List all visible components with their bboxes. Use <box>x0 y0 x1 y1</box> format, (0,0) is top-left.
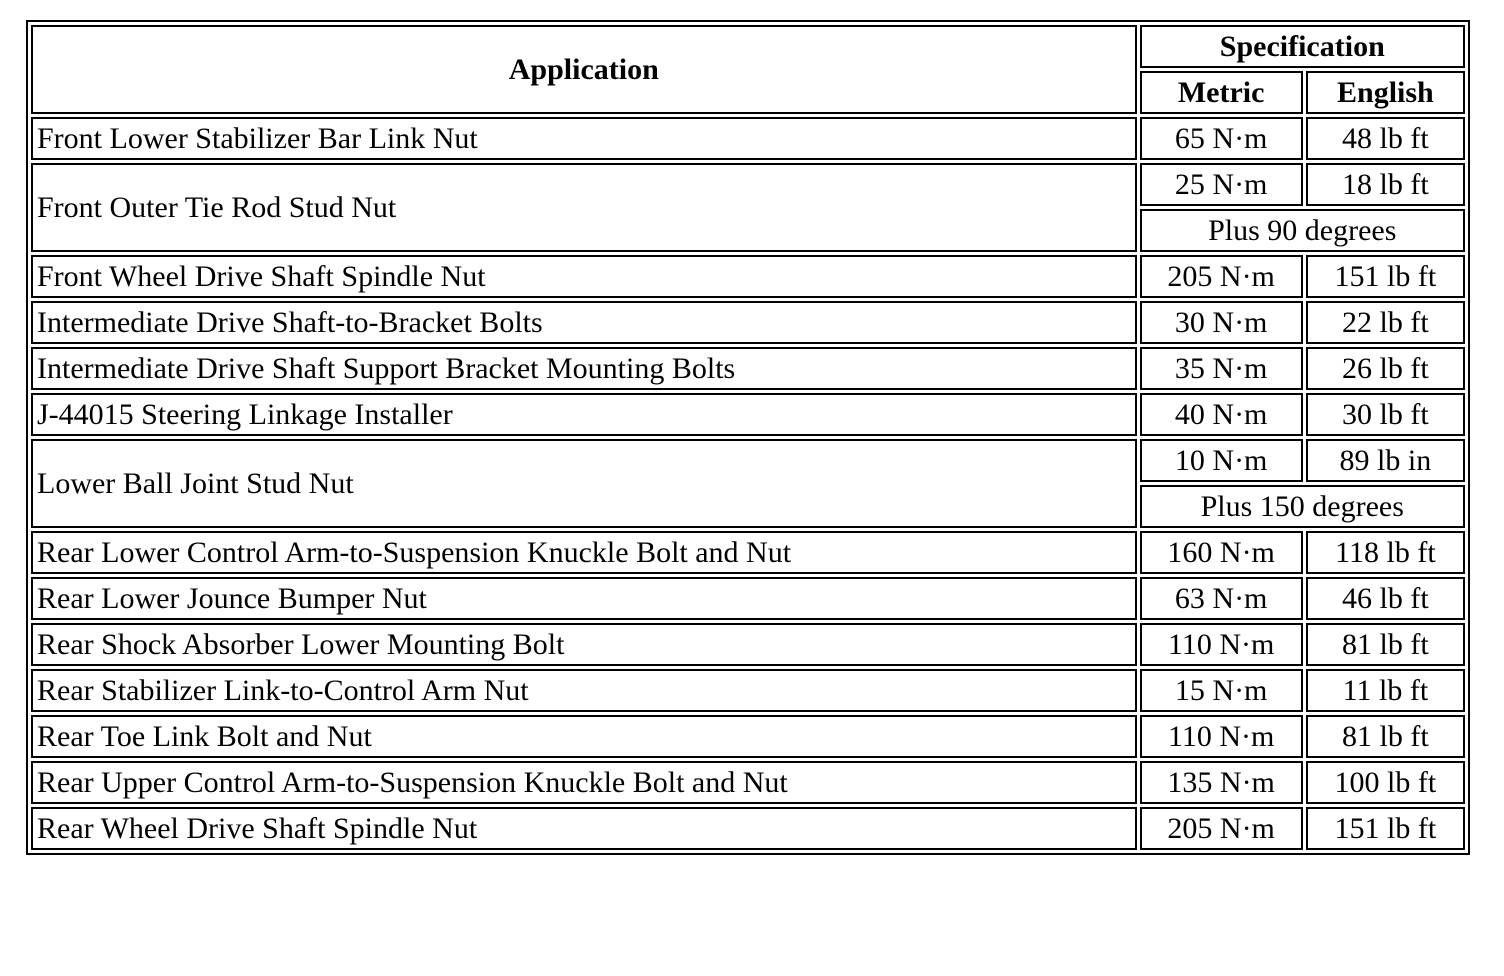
metric-cell: 25 N·m <box>1140 163 1303 206</box>
english-cell: 22 lb ft <box>1306 301 1465 344</box>
metric-cell: 40 N·m <box>1140 393 1303 436</box>
application-cell: Intermediate Drive Shaft Support Bracket Mounting Bolts <box>31 347 1137 390</box>
header-english: English <box>1306 71 1465 114</box>
application-cell: Rear Wheel Drive Shaft Spindle Nut <box>31 807 1137 850</box>
metric-cell: 205 N·m <box>1140 807 1303 850</box>
table-row <box>31 301 1465 344</box>
metric-cell: 135 N·m <box>1140 761 1303 804</box>
english-cell: 118 lb ft <box>1306 531 1465 574</box>
application-cell: Front Outer Tie Rod Stud Nut <box>31 163 1137 252</box>
english-cell: 30 lb ft <box>1306 393 1465 436</box>
english-cell: 100 lb ft <box>1306 761 1465 804</box>
metric-cell: 110 N·m <box>1140 715 1303 758</box>
application-cell: Lower Ball Joint Stud Nut <box>31 439 1137 528</box>
table-row <box>31 761 1465 804</box>
application-cell: Rear Shock Absorber Lower Mounting Bolt <box>31 623 1137 666</box>
metric-cell: 110 N·m <box>1140 623 1303 666</box>
table-row <box>31 255 1465 298</box>
note-cell: Plus 150 degrees <box>1140 485 1465 528</box>
table-row <box>31 669 1465 712</box>
application-cell: Rear Upper Control Arm-to-Suspension Knuckle Bolt and Nut <box>31 761 1137 804</box>
application-cell: Intermediate Drive Shaft-to-Bracket Bolts <box>31 301 1137 344</box>
table-row <box>31 715 1465 758</box>
table-row <box>31 807 1465 850</box>
table-row <box>31 163 1465 206</box>
application-cell: Front Wheel Drive Shaft Spindle Nut <box>31 255 1137 298</box>
metric-cell: 65 N·m <box>1140 117 1303 160</box>
english-cell: 26 lb ft <box>1306 347 1465 390</box>
metric-cell: 35 N·m <box>1140 347 1303 390</box>
header-application: Application <box>31 25 1137 114</box>
english-cell: 46 lb ft <box>1306 577 1465 620</box>
torque-spec-table-wrapper <box>26 20 1470 855</box>
english-cell: 48 lb ft <box>1306 117 1465 160</box>
header-specification: Specification <box>1140 25 1465 68</box>
table-row <box>31 117 1465 160</box>
english-cell: 151 lb ft <box>1306 255 1465 298</box>
torque-spec-table <box>26 20 1470 855</box>
english-cell: 151 lb ft <box>1306 807 1465 850</box>
application-cell: J-44015 Steering Linkage Installer <box>31 393 1137 436</box>
english-cell: 11 lb ft <box>1306 669 1465 712</box>
metric-cell: 15 N·m <box>1140 669 1303 712</box>
metric-cell: 30 N·m <box>1140 301 1303 344</box>
english-cell: 89 lb in <box>1306 439 1465 482</box>
application-cell: Front Lower Stabilizer Bar Link Nut <box>31 117 1137 160</box>
note-cell: Plus 90 degrees <box>1140 209 1465 252</box>
application-cell: Rear Stabilizer Link-to-Control Arm Nut <box>31 669 1137 712</box>
english-cell: 81 lb ft <box>1306 715 1465 758</box>
table-row <box>31 577 1465 620</box>
header-row <box>31 25 1465 68</box>
metric-cell: 10 N·m <box>1140 439 1303 482</box>
english-cell: 18 lb ft <box>1306 163 1465 206</box>
english-cell: 81 lb ft <box>1306 623 1465 666</box>
metric-cell: 63 N·m <box>1140 577 1303 620</box>
metric-cell: 160 N·m <box>1140 531 1303 574</box>
table-row <box>31 623 1465 666</box>
application-cell: Rear Lower Jounce Bumper Nut <box>31 577 1137 620</box>
table-row <box>31 531 1465 574</box>
table-row <box>31 347 1465 390</box>
metric-cell: 205 N·m <box>1140 255 1303 298</box>
application-cell: Rear Toe Link Bolt and Nut <box>31 715 1137 758</box>
table-row <box>31 393 1465 436</box>
table-row <box>31 439 1465 482</box>
application-cell: Rear Lower Control Arm-to-Suspension Knuckle Bolt and Nut <box>31 531 1137 574</box>
header-metric: Metric <box>1140 71 1303 114</box>
